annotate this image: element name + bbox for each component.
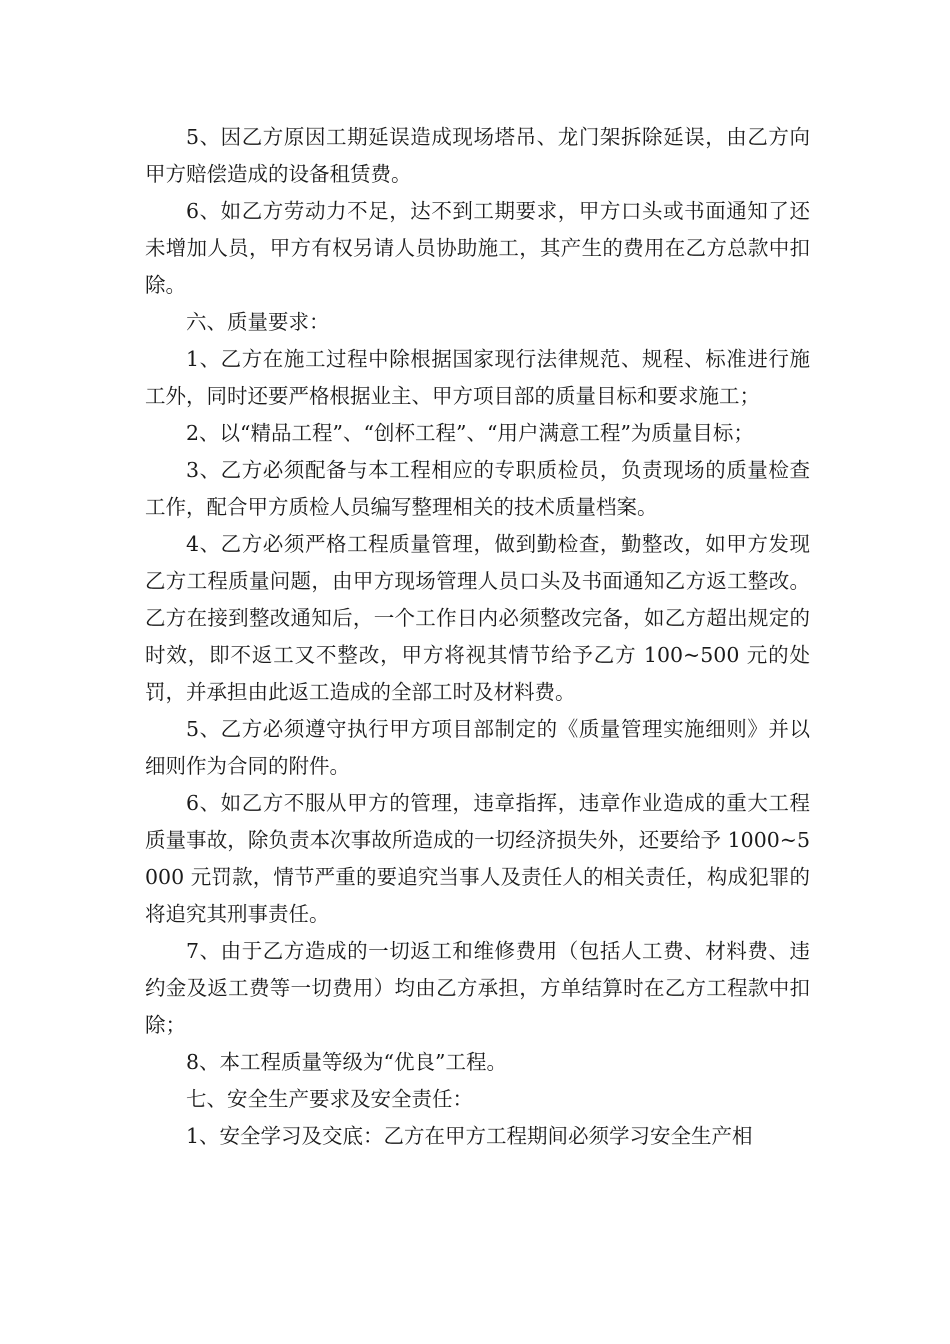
paragraph-delay-compensation: 5、因乙方原因工期延误造成现场塔吊、龙门架拆除延误，由乙方向甲方赔偿造成的设备租赁费。 [145, 125, 810, 186]
paragraph-quality-4: 4、乙方必须严格工程质量管理，做到勤检查，勤整改，如甲方发现乙方工程质量问题，由甲方现场管理人员口头及书面通知乙方返工整改。乙方在接到整改通知后，一个工作日内必须整改完备，如乙方超出规定的时效，即不返工又不整改，甲方将视其情节给予乙方 100~500 元的处罚，并承担由此返工造成的全部工时及材料费。 [145, 532, 810, 704]
paragraph-quality-2: 2、以“精品工程”、“创杯工程”、“用户满意工程”为质量目标； [186, 421, 754, 445]
paragraph-safety-1: 1、安全学习及交底：乙方在甲方工程期间必须学习安全生产相 [186, 1124, 753, 1148]
paragraph-quality-3: 3、乙方必须配备与本工程相应的专职质检员，负责现场的质量检查工作，配合甲方质检人员编写整理相关的技术质量档案。 [145, 458, 810, 519]
paragraph-quality-7: 7、由于乙方造成的一切返工和维修费用（包括人工费、材料费、违约金及返工费等一切费用）均由乙方承担，方单结算时在乙方工程款中扣除； [145, 939, 810, 1037]
paragraph-quality-8: 8、本工程质量等级为“优良”工程。 [186, 1050, 508, 1074]
paragraph-quality-5: 5、乙方必须遵守执行甲方项目部制定的《质量管理实施细则》并以细则作为合同的附件。 [145, 717, 810, 778]
paragraph-labor-shortage: 6、如乙方劳动力不足，达不到工期要求，甲方口头或书面通知了还未增加人员，甲方有权另请人员协助施工，其产生的费用在乙方总款中扣除。 [145, 199, 810, 297]
paragraph-quality-6: 6、如乙方不服从甲方的管理，违章指挥，违章作业造成的重大工程质量事故，除负责本次事故所造成的一切经济损失外，还要给予 1000~5000 元罚款，情节严重的要追究当事人及责任人的相关责任，构成犯罪的将追究其刑事责任。 [145, 791, 810, 926]
paragraph-quality-1: 1、乙方在施工过程中除根据国家现行法律规范、规程、标准进行施工外，同时还要严格根据业主、甲方项目部的质量目标和要求施工； [145, 347, 810, 408]
section-heading-safety: 七、安全生产要求及安全责任： [186, 1087, 473, 1111]
section-heading-quality: 六、质量要求： [186, 310, 330, 334]
